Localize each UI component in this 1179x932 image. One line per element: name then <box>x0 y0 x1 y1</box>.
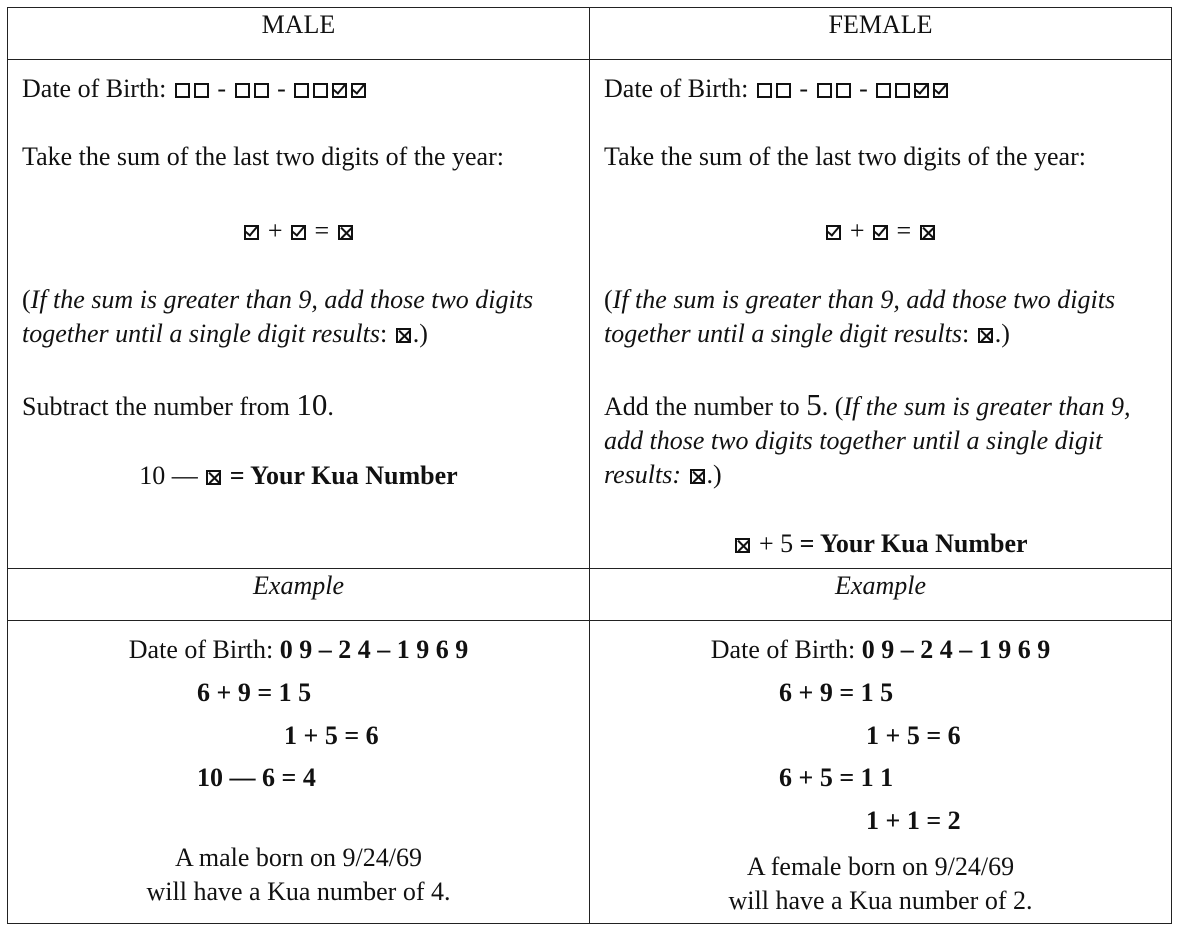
male-step-1: 6 + 9 = 1 5 <box>197 678 312 707</box>
paren-close: .) <box>994 319 1010 348</box>
crossed-box-icon <box>978 328 993 343</box>
male-kua-formula <box>8 459 589 493</box>
male-reduce-text: If the sum is greater than 9, add those two digits together until a single digit results <box>22 285 534 348</box>
paren-open: . ( <box>821 392 844 421</box>
empty-box-icon <box>776 83 791 98</box>
male-conclusion-1: A male born on 9/24/69 <box>175 843 422 872</box>
male-sum-instruction: Take the sum of the last two digits of the year: <box>22 142 504 171</box>
female-add-text: Add the number to <box>604 392 800 421</box>
plus-sign: + <box>267 216 283 245</box>
female-step-4: 1 + 1 = 2 <box>866 806 961 835</box>
female-dob-label: Date of Birth: <box>604 74 749 103</box>
female-example-dob <box>590 633 1171 667</box>
male-formula-prefix: 10 — <box>139 461 198 490</box>
female-step-3: 6 + 5 = 1 1 <box>779 763 894 792</box>
female-formula-suffix: + 5 <box>758 529 794 558</box>
female-step-2: 1 + 5 = 6 <box>866 721 961 750</box>
instructions-row <box>8 60 1172 569</box>
empty-box-icon <box>817 83 832 98</box>
dob-label: Date of Birth: <box>710 635 856 664</box>
female-conclusion-1: A female born on 9/24/69 <box>746 852 1015 881</box>
male-subtract-instruction <box>22 388 579 424</box>
female-add-number: 5 <box>806 387 822 422</box>
crossed-box-icon <box>920 225 935 240</box>
empty-box-icon <box>895 83 910 98</box>
male-step-3: 10 — 6 = 4 <box>197 763 316 792</box>
female-kua-formula <box>590 527 1171 561</box>
female-conclusion-2: will have a Kua number of 2. <box>728 886 1033 915</box>
paren-close: .) <box>412 319 428 348</box>
checked-box-icon <box>291 225 306 240</box>
female-reduce-text: If the sum is greater than 9, add those two digits together until a single digit results <box>604 285 1116 348</box>
male-subtract-text: Subtract the number from <box>22 392 290 421</box>
example-row <box>8 621 1172 924</box>
empty-box-icon <box>313 83 328 98</box>
dob-value: 0 9 – 2 4 – 1 9 6 9 <box>861 635 1051 664</box>
kua-number-table <box>7 7 1172 924</box>
equals-sign: = <box>896 216 912 245</box>
checked-box-icon <box>914 83 929 98</box>
male-reduce-note <box>22 283 581 351</box>
male-conclusion-2: will have a Kua number of 4. <box>146 877 451 906</box>
dob-label: Date of Birth: <box>128 635 274 664</box>
plus-sign: + <box>849 216 865 245</box>
checked-box-icon <box>244 225 259 240</box>
crossed-box-icon <box>396 328 411 343</box>
female-example <box>590 621 1172 924</box>
empty-box-icon <box>175 83 190 98</box>
checked-box-icon <box>873 225 888 240</box>
male-example-dob <box>8 633 589 667</box>
colon: : <box>379 319 388 348</box>
male-instructions <box>8 60 590 569</box>
male-example-header: Example <box>8 569 590 621</box>
female-instructions <box>590 60 1172 569</box>
crossed-box-icon <box>690 469 705 484</box>
female-add-reduce-text: If the sum is greater than 9, add those two digits together until a single digit results: <box>604 392 1131 489</box>
female-example-header: Example <box>590 569 1172 621</box>
female-step-1: 6 + 9 = 1 5 <box>779 678 894 707</box>
example-header-row <box>8 569 1172 621</box>
empty-box-icon <box>254 83 269 98</box>
male-example <box>8 621 590 924</box>
female-reduce-note <box>604 283 1163 351</box>
checked-box-icon <box>826 225 841 240</box>
female-formula-result: = Your Kua Number <box>799 529 1028 558</box>
header-row <box>8 8 1172 60</box>
empty-box-icon <box>194 83 209 98</box>
empty-box-icon <box>235 83 250 98</box>
male-header: MALE <box>8 8 590 60</box>
female-dob-template: Date of Birth: - - <box>604 72 1161 106</box>
empty-box-icon <box>876 83 891 98</box>
checked-box-icon <box>351 83 366 98</box>
male-sum-formula <box>8 214 589 248</box>
male-step-2: 1 + 5 = 6 <box>284 721 379 750</box>
dob-value: 0 9 – 2 4 – 1 9 6 9 <box>279 635 469 664</box>
female-header: FEMALE <box>590 8 1172 60</box>
female-sum-formula <box>590 214 1171 248</box>
crossed-box-icon <box>206 470 221 485</box>
crossed-box-icon <box>338 225 353 240</box>
male-dob-label: Date of Birth: <box>22 74 167 103</box>
equals-sign: = <box>314 216 330 245</box>
crossed-box-icon <box>735 538 750 553</box>
paren-close: .) <box>706 460 722 489</box>
female-add-instruction <box>604 388 1163 492</box>
empty-box-icon <box>757 83 772 98</box>
paren-open: ( <box>604 285 613 314</box>
empty-box-icon <box>294 83 309 98</box>
checked-box-icon <box>332 83 347 98</box>
empty-box-icon <box>836 83 851 98</box>
male-formula-result: = Your Kua Number <box>229 461 458 490</box>
period: . <box>327 392 334 421</box>
checked-box-icon <box>933 83 948 98</box>
paren-open: ( <box>22 285 31 314</box>
female-sum-instruction: Take the sum of the last two digits of the year: <box>604 142 1086 171</box>
male-subtract-number: 10 <box>296 387 328 422</box>
colon: : <box>961 319 970 348</box>
male-dob-template: Date of Birth: - - <box>22 72 579 106</box>
